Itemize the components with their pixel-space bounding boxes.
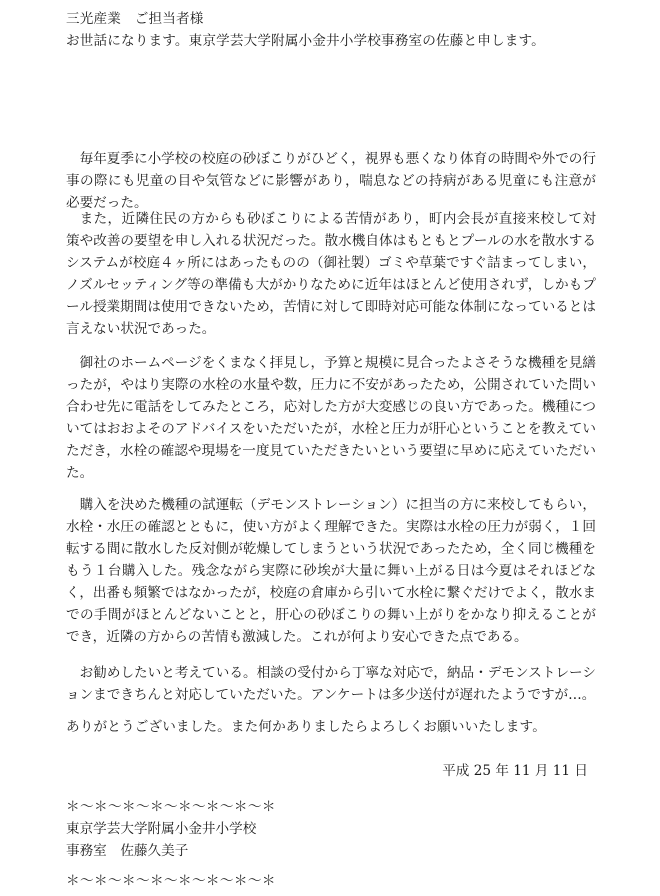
paragraph-1: 毎年夏季に小学校の校庭の砂ぼこりがひどく，視界も悪くなり体育の時間や外での行事の際にも児童の目や気管などに影響があり，喘息などの持病がある児童にも注意が必要だった。	[66, 151, 596, 211]
signature-organization: 東京学芸大学附属小金井小学校	[66, 821, 257, 837]
paragraph-4: 購入を決めた機種の試運転（デモンストレーション）に担当の方に来校してもらい，水栓・水圧の確認とともに，使い方がよく理解できた。実際は水栓の圧力が弱く，１回転する間に散水した反対側が乾燥してしまうという状況であったため，全く同じ機種をもう１台購入した。残念ながら実際に砂埃が大量に舞い上がる日は今夏はそれほどなく，出番も頻繁ではなかったが，校庭の倉庫から引いて水栓に繋ぐだけでよく，散水までの手間がほとんどないことと，肝心の砂ぼこりの舞い上がりをかなり抑えることができ，近隣の方からの苦情も激減した。これが何より安心できた点である。	[66, 497, 596, 645]
letter-date: 平成 25 年 11 月 11 日	[442, 763, 588, 779]
greeting: お世話になります。東京学芸大学附属小金井小学校事務室の佐藤と申します。	[66, 33, 545, 49]
divider-bottom: ＊～＊～＊～＊～＊～＊～＊～＊	[66, 873, 276, 889]
divider-top: ＊～＊～＊～＊～＊～＊～＊～＊	[66, 799, 276, 815]
paragraph-5: お勧めしたいと考えている。相談の受付から丁寧な対応で，納品・デモンストレーションまできちんと対応していただいた。アンケートは多少送付が遅れたようですが…。	[66, 665, 596, 703]
closing-line: ありがとうございました。また何かありましたらよろしくお願いいたします。	[66, 719, 546, 735]
addressee: 三光産業 ご担当者様	[66, 11, 204, 27]
signature-name: 事務室 佐藤久美子	[66, 843, 189, 859]
paragraph-3: 御社のホームページをくまなく拝見し，予算と規模に見合ったよさそうな機種を見繕ったが，やはり実際の水栓の水量や数，圧力に不安があったため，公開されていた問い合わせ先に電話をしてみたところ，応対した方が大変感じの良い方であった。機種についてはおおよそのアドバイスをいただいたが，水栓と圧力が肝心ということを教えていただき，水栓の確認や現場を一度見ていただきたいという要望に早めに応えていただいた。	[66, 355, 596, 481]
paragraph-2: また，近隣住民の方からも砂ぼこりによる苦情があり，町内会長が直接来校して対策や改善の要望を申し入れる状況だった。散水機自体はもともとプールの水を散水するシステムが校庭４ヶ所にはあったものの（御社製）ゴミや草葉ですぐ詰まってしまい，ノズルセッティング等の準備も大がかりなために近年はほとんど使用されず，しかもプール授業期間は使用できないため，苦情に対して即時対応可能な体制になっているとは言えない状況であった。	[66, 211, 596, 337]
